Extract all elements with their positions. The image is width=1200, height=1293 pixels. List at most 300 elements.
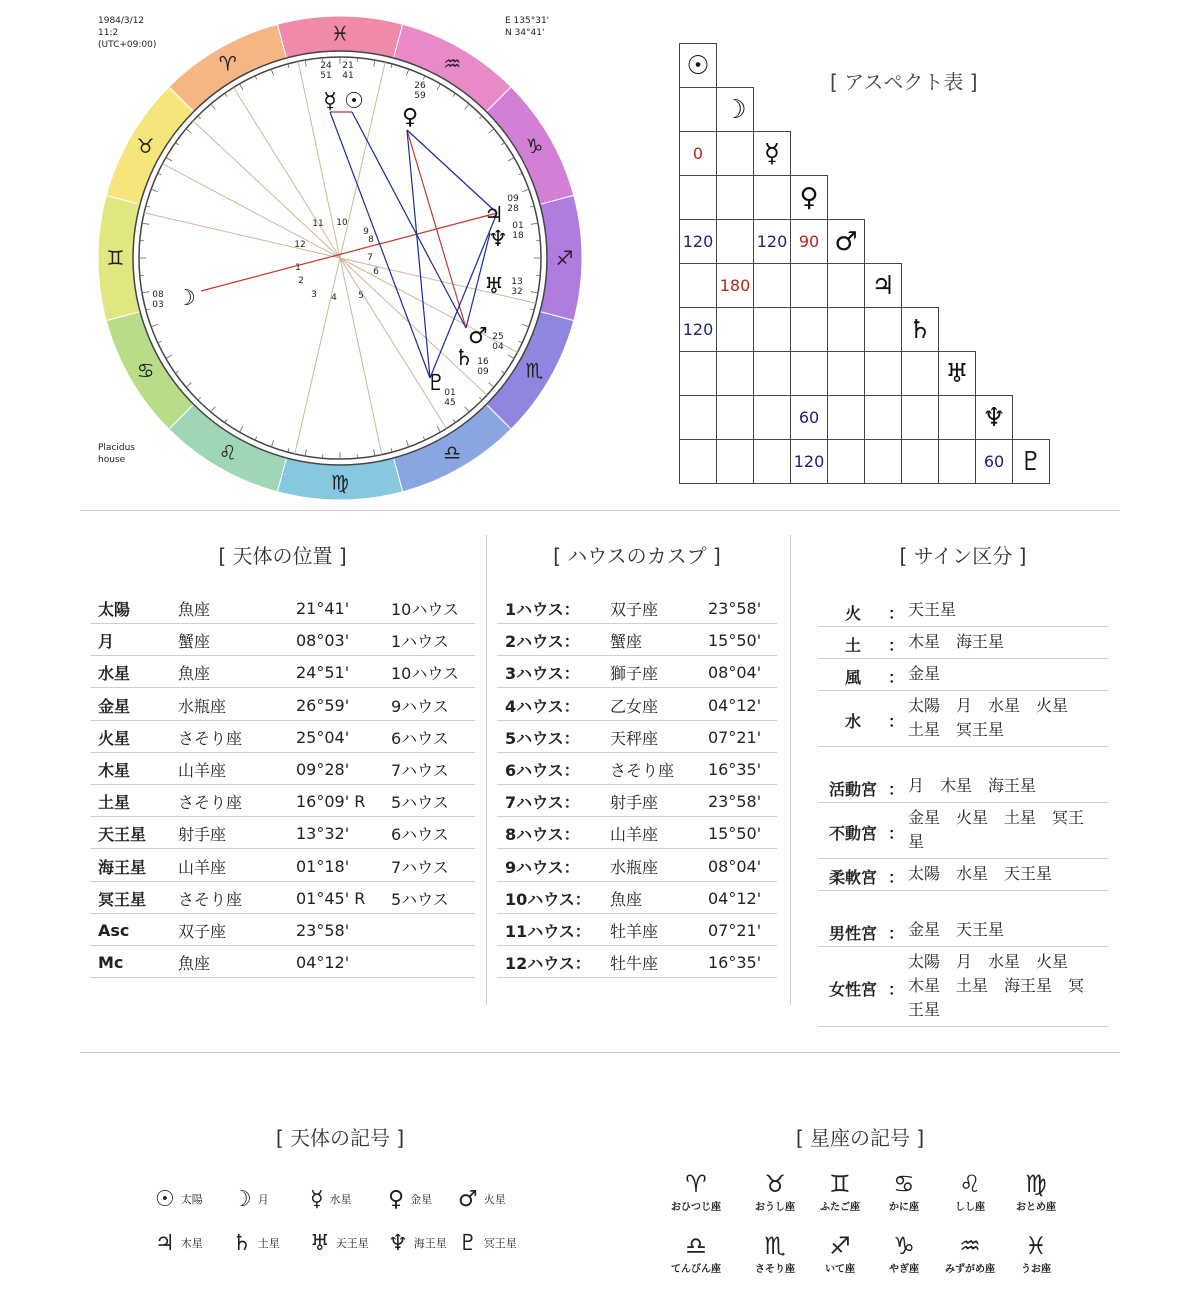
planet-sign: 水瓶座 <box>178 696 227 716</box>
planet-sign: 魚座 <box>178 954 211 974</box>
sign-symbol-label: みずがめ座 <box>945 1264 995 1275</box>
sign-division-key: 土 <box>844 636 861 655</box>
sign-division-value: 天王星 <box>908 600 957 619</box>
planet-name: 海王星 <box>98 857 147 877</box>
aspect-value-cell: 60 <box>975 439 1013 484</box>
house-number: 1 <box>295 263 301 273</box>
divider <box>790 535 791 1005</box>
sign-division-value: 金星 天王星 <box>908 920 1005 939</box>
cusp-row <box>497 723 777 753</box>
aspect-planet-cell: ☉ <box>679 43 717 88</box>
cusp-sign: さそり座 <box>610 761 675 780</box>
planet-symbol-label: 海王星 <box>413 1237 447 1250</box>
aspect-value-cell: 180 <box>716 263 754 308</box>
aspect-planet-cell: ☿ <box>753 131 791 176</box>
planet-symbol-label: 月 <box>257 1193 269 1206</box>
position-row <box>90 787 475 817</box>
chart-latitude: N 34°41' <box>505 28 545 38</box>
planet-symbol-label: 木星 <box>180 1237 203 1250</box>
position-row <box>90 819 475 849</box>
sign-division-value: 木星 海王星 <box>908 632 1005 651</box>
sign-division-key: 火 <box>844 604 861 623</box>
planet-symbol-label: 水星 <box>329 1193 352 1206</box>
planet-symbol-glyph: ☿ <box>310 1186 324 1212</box>
aspect-cell <box>753 263 791 308</box>
cusp-sign: 天秤座 <box>610 728 659 748</box>
cusp-row <box>497 755 777 785</box>
cusp-sign: 魚座 <box>610 889 643 909</box>
planet-symbol-label: 土星 <box>257 1237 280 1250</box>
cusp-sign: 射手座 <box>610 793 659 813</box>
cusp-degree: 16°35' <box>708 953 762 973</box>
zodiac-glyph: ♑ <box>525 133 544 158</box>
zodiac-glyph: ♒ <box>443 51 462 76</box>
planet-house: 7ハウス <box>391 857 449 877</box>
planet-sign: 魚座 <box>178 664 211 684</box>
planet-symbol-glyph: ♄ <box>232 1230 252 1256</box>
sign-symbols-title: [ 星座の記号 ] <box>795 1126 925 1150</box>
cusp-house: 4ハウス： <box>505 696 580 716</box>
aspect-cell <box>790 263 828 308</box>
zodiac-glyph: ♏ <box>525 358 544 383</box>
aspect-planet-cell: ☽ <box>716 87 754 132</box>
planet-symbol-glyph: ♅ <box>310 1230 330 1256</box>
planet-degree: 01 <box>512 221 524 231</box>
cusp-row <box>497 626 777 656</box>
planet-house: 5ハウス <box>391 793 449 813</box>
house-number: 8 <box>368 235 374 245</box>
aspect-cell <box>753 351 791 396</box>
sign-symbol-item <box>874 1232 934 1275</box>
sign-symbol-glyph: ♍ <box>1025 1170 1047 1198</box>
planet-degree-text: 16°09' R <box>296 792 366 812</box>
planet-glyph: ☽ <box>176 286 196 311</box>
planet-minute: 09 <box>477 367 489 377</box>
sign-symbol-item <box>666 1170 726 1213</box>
positions-title: [ 天体の位置 ] <box>218 544 347 568</box>
planet-name: Asc <box>98 921 130 940</box>
aspect-cell <box>679 263 717 308</box>
aspect-planet-cell: ♆ <box>975 395 1013 440</box>
divider <box>80 510 1120 511</box>
sign-division-row <box>818 627 1108 659</box>
sign-symbol-glyph: ♌ <box>959 1170 981 1198</box>
sign-symbol-glyph: ♓ <box>1025 1232 1047 1260</box>
planet-symbol-label: 天王星 <box>335 1237 369 1250</box>
sign-division-colon: ： <box>888 824 905 843</box>
cusp-house: 10ハウス： <box>505 889 591 909</box>
sign-symbol-item <box>666 1232 726 1275</box>
planet-sign: 魚座 <box>178 600 211 619</box>
sign-division-value: 月 木星 海王星 <box>908 776 1037 795</box>
planet-degree: 21 <box>342 61 354 71</box>
aspect-planet-cell: ♇ <box>1012 439 1050 484</box>
planet-symbol-item <box>458 1184 506 1214</box>
aspect-planet-cell: ♃ <box>864 263 902 308</box>
house-number: 10 <box>336 218 348 228</box>
planet-house: 10ハウス <box>391 600 459 619</box>
sign-symbol-label: うお座 <box>1021 1264 1051 1275</box>
planet-symbol-glyph: ♃ <box>155 1230 175 1256</box>
divider <box>486 535 487 1005</box>
cusp-degree: 04°12' <box>708 888 762 908</box>
planet-sign: 射手座 <box>178 825 227 845</box>
planet-sign: さそり座 <box>178 728 243 748</box>
sign-symbol-glyph: ♉ <box>764 1170 786 1198</box>
position-row <box>90 884 475 914</box>
cusp-row <box>497 852 777 882</box>
planet-name: 金星 <box>98 696 131 716</box>
cusp-house: 3ハウス： <box>505 664 580 684</box>
aspect-cell <box>679 87 717 132</box>
aspect-planet-cell: ♂ <box>827 219 865 264</box>
cusp-row <box>497 691 777 721</box>
sign-symbol-glyph: ♐ <box>829 1232 851 1260</box>
aspect-table <box>0 0 1200 500</box>
aspect-cell <box>901 439 939 484</box>
planet-house: 6ハウス <box>391 825 449 845</box>
cusp-house: 5ハウス： <box>505 728 580 748</box>
planet-symbol-glyph: ☽ <box>232 1186 252 1212</box>
aspect-cell <box>827 395 865 440</box>
aspect-cell <box>679 395 717 440</box>
sign-division-colon: ： <box>888 604 905 623</box>
aspect-cell <box>864 307 902 352</box>
sign-division-row <box>818 947 1108 1027</box>
aspect-cell <box>827 263 865 308</box>
aspect-cell <box>901 351 939 396</box>
cusp-degree: 08°04' <box>708 856 762 876</box>
aspect-cell <box>716 175 754 220</box>
aspect-cell <box>753 307 791 352</box>
sign-division-row <box>818 915 1108 947</box>
aspect-planet-cell: ♅ <box>938 351 976 396</box>
aspect-value-cell: 120 <box>753 219 791 264</box>
sign-symbol-label: さそり座 <box>755 1264 795 1275</box>
cusp-degree: 23°58' <box>708 792 762 812</box>
sign-division-row <box>818 691 1108 747</box>
planet-name: 月 <box>98 632 115 652</box>
cusp-sign: 双子座 <box>610 600 659 619</box>
cusp-sign: 牡牛座 <box>610 954 659 974</box>
cusp-degree: 04°12' <box>708 695 762 715</box>
sign-division-row <box>818 803 1108 859</box>
cusp-degree: 15°50' <box>708 824 762 844</box>
planet-degree-text: 23°58' <box>296 921 350 940</box>
planet-house: 5ハウス <box>391 889 449 909</box>
cusp-house: 8ハウス： <box>505 825 580 845</box>
planet-degree: 08 <box>152 290 164 300</box>
cusp-row <box>497 658 777 688</box>
planet-glyph: ☿ <box>323 89 337 114</box>
planet-symbol-glyph: ♇ <box>458 1230 478 1256</box>
sign-symbol-label: おひつじ座 <box>671 1202 721 1213</box>
cusp-house: 9ハウス： <box>505 857 580 877</box>
sign-symbol-item <box>810 1170 870 1213</box>
cusp-row <box>497 819 777 849</box>
planet-degree-text: 08°03' <box>296 631 350 651</box>
house-number: 6 <box>373 267 379 277</box>
aspect-cell <box>753 175 791 220</box>
cusp-sign: 蟹座 <box>610 632 643 652</box>
planet-glyph: ♆ <box>488 227 508 252</box>
planet-minute: 51 <box>320 71 332 81</box>
aspect-value-cell: 120 <box>679 219 717 264</box>
sign-symbol-item <box>1006 1232 1066 1275</box>
sign-symbol-item <box>745 1232 805 1275</box>
zodiac-glyph: ♈ <box>218 51 237 76</box>
sign-division-row <box>818 595 1108 627</box>
planet-glyph: ♂ <box>468 324 488 349</box>
sign-division-key: 風 <box>844 668 861 687</box>
planet-symbol-label: 金星 <box>410 1193 433 1206</box>
house-number: 5 <box>358 291 364 301</box>
cusp-row <box>497 594 777 624</box>
cusp-row <box>497 884 777 914</box>
planet-degree-text: 01°45' R <box>296 888 366 908</box>
position-row <box>90 916 475 946</box>
sign-symbol-glyph: ♒ <box>959 1232 981 1260</box>
aspect-value-cell: 90 <box>790 219 828 264</box>
planet-minute: 32 <box>511 287 523 297</box>
planet-minute: 03 <box>152 300 164 310</box>
sign-symbol-label: しし座 <box>955 1202 985 1213</box>
planet-name: 火星 <box>98 728 131 748</box>
chart-timezone: (UTC+09:00) <box>98 40 157 50</box>
zodiac-glyph: ♓ <box>331 21 349 46</box>
sign-symbol-label: おとめ座 <box>1016 1202 1056 1213</box>
aspect-cell <box>753 439 791 484</box>
sign-division-key: 水 <box>844 712 861 731</box>
planet-glyph: ♄ <box>454 346 474 371</box>
sign-division-key: 柔軟宮 <box>828 868 877 887</box>
aspect-cell <box>864 351 902 396</box>
planet-degree-text: 04°12' <box>296 953 350 973</box>
aspect-cell <box>790 307 828 352</box>
sign-division-key: 不動宮 <box>828 824 877 843</box>
aspect-value-cell: 120 <box>790 439 828 484</box>
planet-name: 太陽 <box>98 600 131 619</box>
planet-degree: 16 <box>477 357 489 367</box>
planet-minute: 18 <box>512 231 524 241</box>
aspect-planet-cell: ♄ <box>901 307 939 352</box>
aspect-table-title: [ アスペクト表 ] <box>830 70 978 94</box>
signs-title: [ サイン区分 ] <box>899 544 1027 568</box>
aspect-planet-cell: ♀ <box>790 175 828 220</box>
aspect-value-cell: 60 <box>790 395 828 440</box>
aspect-cell <box>716 439 754 484</box>
sign-division-key: 活動宮 <box>828 780 877 799</box>
planet-symbol-label: 冥王星 <box>483 1237 517 1250</box>
planet-symbol-item <box>458 1228 517 1258</box>
planet-symbol-item <box>388 1228 447 1258</box>
house-number: 3 <box>311 290 317 300</box>
planet-minute: 59 <box>414 91 426 101</box>
sign-division-colon: ： <box>888 668 905 687</box>
chart-longitude: E 135°31' <box>505 16 550 26</box>
sign-symbol-label: やぎ座 <box>889 1264 919 1275</box>
planet-house: 10ハウス <box>391 664 459 684</box>
sign-division-colon: ： <box>888 868 905 887</box>
planet-degree: 24 <box>320 61 332 71</box>
planet-sign: さそり座 <box>178 889 243 909</box>
zodiac-glyph: ♎ <box>443 440 462 465</box>
planet-glyph: ♇ <box>426 371 446 396</box>
planet-symbol-glyph: ♂ <box>458 1186 478 1212</box>
position-row <box>90 755 475 785</box>
cusp-sign: 水瓶座 <box>610 857 659 877</box>
cusp-row <box>497 948 777 978</box>
sign-division-colon: ： <box>888 980 905 999</box>
sign-division-row <box>818 771 1108 803</box>
sign-symbol-label: おうし座 <box>755 1202 795 1213</box>
planet-name: Mc <box>98 953 124 973</box>
planet-house: 6ハウス <box>391 728 449 748</box>
sign-symbol-label: てんびん座 <box>671 1264 721 1275</box>
planet-name: 土星 <box>98 793 131 813</box>
planet-symbol-item <box>388 1184 432 1214</box>
sign-division-value: 太陽 月 水星 火星 木星 土星 海王星 冥王星 <box>908 952 1085 1019</box>
zodiac-glyph: ♊ <box>106 246 125 270</box>
aspect-cell <box>679 351 717 396</box>
planet-sign: 山羊座 <box>178 857 227 877</box>
planet-degree-text: 25°04' <box>296 727 350 747</box>
sign-division-key: 男性宮 <box>828 924 877 943</box>
sign-division-key: 女性宮 <box>828 980 877 999</box>
aspect-cell <box>827 439 865 484</box>
sign-division-colon: ： <box>888 924 905 943</box>
planet-sign: 蟹座 <box>178 632 211 652</box>
aspect-cell <box>827 351 865 396</box>
cusp-degree: 16°35' <box>708 760 762 779</box>
aspect-cell <box>679 175 717 220</box>
cusp-row <box>497 787 777 817</box>
sign-division-row <box>818 859 1108 891</box>
planet-symbol-item <box>310 1228 369 1258</box>
sign-symbol-item <box>1006 1170 1066 1213</box>
sign-symbol-glyph: ♋ <box>893 1170 915 1198</box>
planet-house: 7ハウス <box>391 761 449 780</box>
cusp-degree: 08°04' <box>708 663 762 683</box>
planet-sign: 山羊座 <box>178 761 227 780</box>
cusp-sign: 乙女座 <box>610 696 659 716</box>
sign-symbol-glyph: ♏ <box>764 1232 786 1260</box>
position-row <box>90 723 475 753</box>
planet-degree-text: 13°32' <box>296 824 350 844</box>
planet-degree-text: 09°28' <box>296 760 350 779</box>
zodiac-glyph: ♍ <box>331 470 349 495</box>
cusp-house: 2ハウス： <box>505 632 580 652</box>
aspect-cell <box>679 439 717 484</box>
planet-sign: 双子座 <box>178 922 227 941</box>
planet-house: 1ハウス <box>391 632 449 652</box>
cusps-title: [ ハウスのカスプ ] <box>553 544 721 568</box>
planet-minute: 45 <box>444 398 456 408</box>
aspect-cell <box>716 219 754 264</box>
planet-degree: 09 <box>507 194 519 204</box>
zodiac-glyph: ♉ <box>136 133 155 158</box>
sign-division-value: 太陽 月 水星 火星 土星 冥王星 <box>908 696 1085 739</box>
sign-symbol-item <box>810 1232 870 1275</box>
planet-name: 水星 <box>98 664 131 684</box>
planet-degree-text: 01°18' <box>296 856 350 876</box>
planet-name: 天王星 <box>98 825 147 845</box>
aspect-cell <box>938 395 976 440</box>
chart-time: 11:2 <box>98 28 119 38</box>
aspect-cell <box>716 351 754 396</box>
cusp-sign: 獅子座 <box>610 664 659 684</box>
divider <box>80 1052 1120 1053</box>
sign-division-colon: ： <box>888 780 905 799</box>
planet-minute: 41 <box>342 71 354 81</box>
cusp-degree: 07°21' <box>708 921 762 940</box>
cusp-house: 6ハウス： <box>505 761 580 780</box>
sign-symbol-item <box>874 1170 934 1213</box>
sign-symbol-glyph: ♑ <box>893 1232 915 1260</box>
sign-symbol-glyph: ♊ <box>829 1170 851 1198</box>
planet-name: 冥王星 <box>98 889 147 909</box>
sign-symbol-glyph: ♈ <box>685 1170 707 1198</box>
cusp-degree: 07°21' <box>708 727 762 747</box>
planet-degree-text: 26°59' <box>296 695 350 715</box>
planet-house: 9ハウス <box>391 696 449 716</box>
chart-date: 1984/3/12 <box>98 16 145 26</box>
planet-symbol-item <box>232 1228 280 1258</box>
aspect-value-cell: 120 <box>679 307 717 352</box>
house-number: 11 <box>312 219 324 229</box>
planet-symbol-item <box>232 1184 269 1214</box>
aspect-cell <box>716 395 754 440</box>
aspect-cell <box>753 395 791 440</box>
planet-glyph: ♀ <box>401 105 419 130</box>
aspect-cell <box>716 307 754 352</box>
sign-symbol-label: ふたご座 <box>820 1202 860 1213</box>
sign-division-value: 太陽 水星 天王星 <box>908 864 1053 883</box>
position-row <box>90 691 475 721</box>
sign-symbol-item <box>940 1232 1000 1275</box>
aspect-cell <box>938 439 976 484</box>
zodiac-glyph: ♐ <box>555 246 574 270</box>
zodiac-glyph: ♌ <box>218 440 237 465</box>
aspect-cell <box>864 439 902 484</box>
planet-degree-text: 24°51' <box>296 663 350 683</box>
planet-symbol-glyph: ♆ <box>388 1230 408 1256</box>
aspect-cell <box>716 131 754 176</box>
sign-symbol-glyph: ♎ <box>685 1232 707 1260</box>
cusp-house: 11ハウス： <box>505 922 591 941</box>
planet-glyph: ☉ <box>344 89 364 114</box>
zodiac-glyph: ♋ <box>136 358 155 383</box>
cusp-house: 7ハウス： <box>505 793 580 813</box>
planet-symbol-item <box>310 1184 352 1214</box>
planet-degree: 13 <box>511 277 523 287</box>
cusp-sign: 牡羊座 <box>610 922 659 941</box>
planet-minute: 04 <box>492 342 504 352</box>
aspect-cell <box>864 395 902 440</box>
house-system-label: Placidus <box>98 443 135 453</box>
house-system-label-2: house <box>98 455 126 465</box>
planet-symbol-item <box>155 1228 203 1258</box>
planet-degree-text: 21°41' <box>296 599 350 618</box>
sign-division-value: 金星 <box>908 664 941 683</box>
planet-glyph: ♃ <box>484 203 504 228</box>
position-row <box>90 658 475 688</box>
sign-division-value: 金星 火星 土星 冥王星 <box>908 808 1085 851</box>
position-row <box>90 852 475 882</box>
planet-degree: 01 <box>444 388 456 398</box>
position-row <box>90 948 475 978</box>
sign-symbol-item <box>745 1170 805 1213</box>
